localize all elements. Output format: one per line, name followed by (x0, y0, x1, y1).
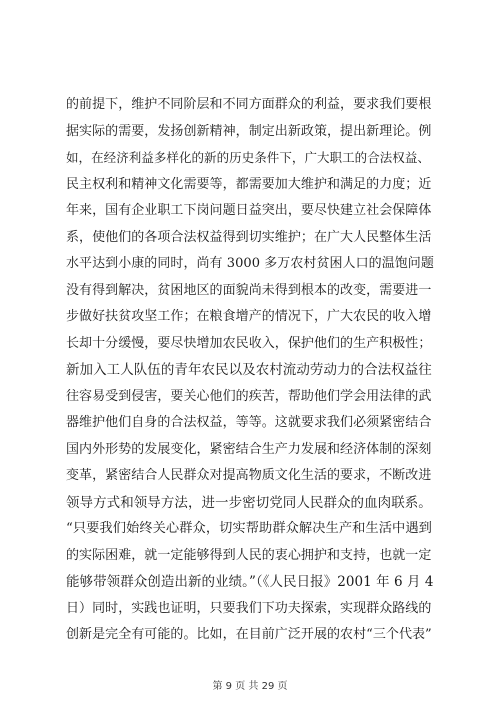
text-line: 步做好扶贫攻坚工作；在粮食增产的情况下，广大农民的收入增 (66, 309, 432, 324)
text-line: 据实际的需要，发扬创新精神，制定出新政策，提出新理论。例 (66, 123, 432, 139)
text-line: 往容易受到侵害，要关心他们的疾苦，帮助他们学会用法律的武 (66, 388, 432, 404)
text-line: 水平达到小康的同时，尚有 3000 多万农村贫困人口的温饱问题 (66, 256, 434, 271)
text-line: 的前提下，维护不同阶层和不同方面群众的利益，要求我们要根 (66, 97, 432, 112)
page-number: 第 9 页 共 29 页 (212, 681, 288, 692)
text-line: “只要我们始终关心群众，切实帮助群众解决生产和生活中遇到 (66, 521, 432, 536)
text-line: 能够带领群众创造出新的业绩。”（《人民日报》2001 年 6 月 4 (66, 574, 434, 590)
text-line: 日）同时，实践也证明，只要我们下功夫探索，实现群众路线的 (66, 600, 432, 616)
text-line: 国内外形势的发展变化，紧密结合生产力发展和经济体制的深刻 (66, 441, 432, 457)
text-line: 长却十分缓慢，要尽快增加农民收入，保护他们的生产积极性； (66, 335, 432, 351)
text-line: 变革，紧密结合人民群众对提高物质文化生活的要求，不断改进 (66, 468, 432, 483)
text-line: 如，在经济利益多样化的新的历史条件下，广大职工的合法权益、 (66, 150, 430, 165)
text-line: 领导方式和领导方法，进一步密切党同人民群众的血肉联系。 (66, 494, 432, 511)
body-text (66, 92, 434, 649)
text-line: 新加入工人队伍的青年农民以及农村流动劳动力的合法权益往 (66, 362, 432, 378)
page-footer (0, 677, 500, 692)
text-line: 器维护他们自身的合法权益，等等。这就要求我们必须紧密结合 (66, 415, 432, 430)
text-line: 创新是完全有可能的。比如，在目前广泛开展的农村“三个代表” (66, 627, 432, 642)
text-line: 没有得到解决，贫困地区的面貌尚未得到根本的改变，需要进一 (66, 282, 432, 298)
text-line: 的实际困难，就一定能够得到人民的衷心拥护和支持，也就一定 (66, 547, 432, 563)
text-line: 民主权利和精神文化需要等，都需要加大维护和满足的力度；近 (66, 176, 432, 192)
text-line: 年来，国有企业职工下岗问题日益突出，要尽快建立社会保障体 (66, 203, 432, 218)
text-line: 系，使他们的各项合法权益得到切实维护；在广大人民整体生活 (66, 229, 432, 245)
